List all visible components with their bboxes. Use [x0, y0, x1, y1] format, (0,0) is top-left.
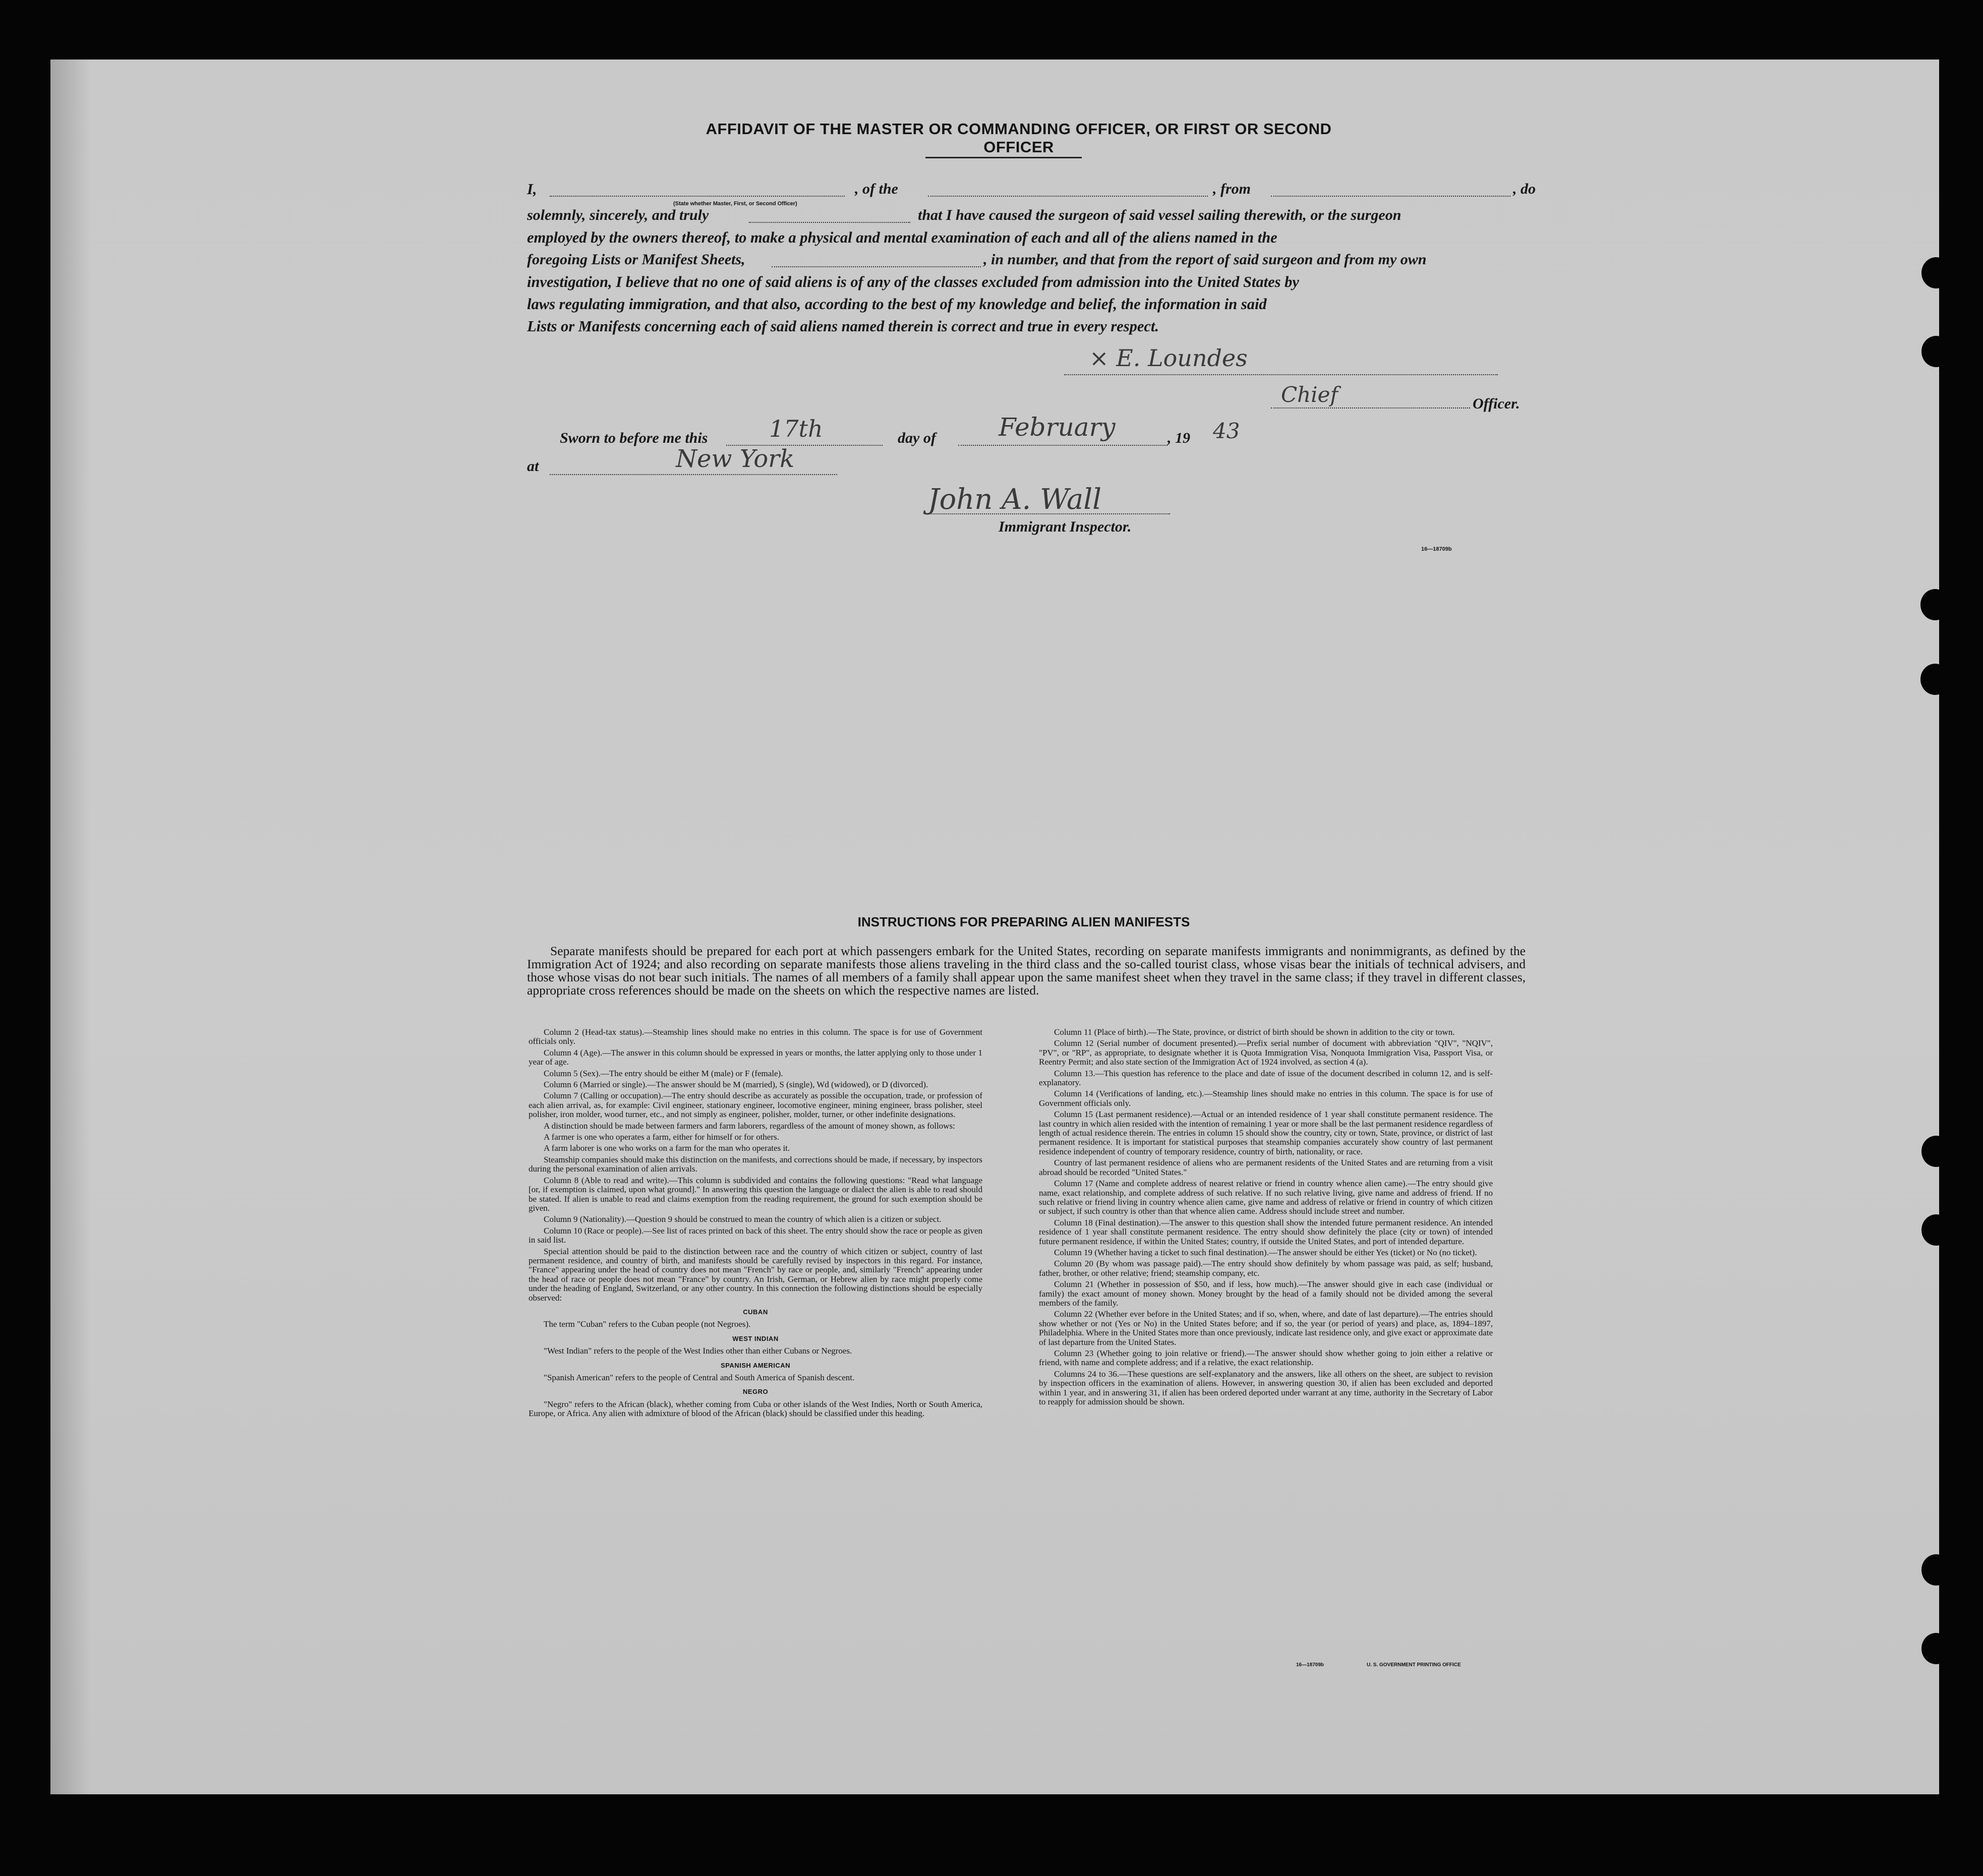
instruction-paragraph: Column 13.—This question has reference to the place and date of issue of the document described in column 12, and is self-explanatory. — [1039, 1068, 1493, 1088]
punch-hole — [1921, 1214, 1951, 1246]
instructions-title: INSTRUCTIONS FOR PREPARING ALIEN MANIFESTS — [857, 914, 1190, 929]
instruction-paragraph: Column 20 (By whom was passage paid).—The entry should show definitely by whom passage was paid, as self; husband, father, brother, or other relative; friend; steamship company, etc. — [1039, 1259, 1493, 1278]
instruction-paragraph: Steamship companies should make this distinction on the manifests, and corrections should be made, if necessary, by inspectors during the personal examination of alien arrivals. — [529, 1154, 982, 1174]
master-signature: × E. Loundes — [1089, 344, 1248, 372]
year-prefix: , 19 — [1168, 430, 1190, 446]
instruction-paragraph: A farmer is one who operates a farm, either for himself or for others. — [544, 1132, 779, 1142]
instruction-paragraph: Column 5 (Sex).—The entry should be either M (male) or F (female). — [544, 1068, 783, 1078]
affidavit-line-5: investigation, I believe that no one of said aliens is of any of the classes excluded from admission into the United States by — [527, 273, 1299, 290]
instructions-intro — [527, 945, 1526, 997]
officer-rank-field[interactable] — [550, 196, 845, 197]
punch-hole — [1921, 336, 1951, 367]
form-code: 16—18709b — [1421, 546, 1452, 552]
section-text: "Spanish American" refers to the people of Central and South America of Spanish descent. — [544, 1373, 855, 1382]
affidavit-line-6: laws regulating immigration, and that also, according to the best of my knowledge and belief, the information in said — [527, 296, 1267, 313]
instruction-paragraph: Column 12 (Serial number of document presented).—Prefix serial number of document with abbreviation "QIV", "NQIV", "PV", or "RP", as appropriate, to designate whether it is Quota Immigration Visa, Nonquota Immigration Visa, Passport Visa, or Reentry Permit; and also state section of the Immigration Act of 1924 involved, as section 4 (a). — [1039, 1038, 1493, 1067]
rank-line[interactable] — [1271, 407, 1470, 408]
section-text: The term "Cuban" refers to the Cuban people (not Negroes). — [544, 1319, 751, 1329]
sworn-day: 17th — [769, 415, 823, 442]
punch-hole — [1921, 1136, 1951, 1167]
affidavit-title: AFFIDAVIT OF THE MASTER OR COMMANDING OFFICER, OR FIRST OR SECOND OFFICER — [706, 120, 1332, 156]
year-suffix: 43 — [1213, 419, 1240, 443]
affidavit-line-2b: that I have caused the surgeon of said vessel sailing therewith, or the surgeon — [918, 207, 1402, 223]
footer-code: 16—18709b — [1296, 1662, 1324, 1668]
instruction-paragraph: Column 7 (Calling or occupation).—The entry should describe as accurately as possible the occupation, trade, or profession of each alien arrival, as, for example: Civil engineer, stationary engineer, locomotive engineer, mining engineer, brass polisher, steel polisher, iron molder, wood turner, etc., and not simply as engineer, polisher, molder, turner, or other indefinite designations. — [529, 1091, 982, 1120]
affidavit-line-3: employed by the owners thereof, to make a physical and mental examination of each and all of the aliens named in the — [527, 229, 1277, 246]
punch-hole — [1921, 1633, 1951, 1664]
intro-text: Separate manifests should be prepared for each port at which passengers embark for the United States, recording on separate manifests immigrants and nonimmigrants, as defined by the Immigration Act of 1924; and also recording on separate manifests those aliens traveling in the third class and the so-called tourist class, whose visas bear the initials of technical advisers, and those whose visas do not bear such initials. The names of all members of a family shall appear upon the same manifest sheet when they travel in the same class; if they travel in different classes, appropriate cross references should be made on the sheets on which the respective names are listed. — [527, 944, 1526, 998]
instruction-paragraph: Columns 24 to 36.—These questions are self-explanatory and the answers, like all others on the sheet, are subject to revision by inspection officers in the examination of aliens. However, in answering question 30, if alien has been excluded and deported within 1 year, and in answering 31, if alien has been ordered deported under warrant at any time, authority in the Secretary of Labor to reapply for admission should be shown. — [1039, 1369, 1493, 1407]
instruction-paragraph: Column 2 (Head-tax status).—Steamship lines should make no entries in this column. The space is for use of Government officials only. — [529, 1027, 982, 1046]
instructions-left-column — [529, 1028, 982, 1421]
sheet-count-field[interactable] — [772, 266, 981, 267]
label-do: , do — [1513, 181, 1536, 197]
label-of-the: , of the — [855, 181, 898, 197]
punch-hole — [1921, 257, 1951, 288]
instruction-paragraph: Country of last permanent residence of aliens who are permanent residents of the United States and are returning from a visit abroad should be recorded "United States." — [1039, 1158, 1493, 1177]
sworn-label: Sworn to before me this — [560, 430, 708, 446]
instructions-right-column — [1039, 1028, 1493, 1409]
day-of-label: day of — [898, 430, 936, 446]
instruction-paragraph: Column 6 (Married or single).—The answer should be M (married), S (single), Wd (widowed), or D (divorced). — [544, 1080, 928, 1090]
sworn-month: February — [999, 413, 1116, 442]
title-rule — [925, 157, 1082, 158]
inspector-signature: John A. Wall — [928, 483, 1102, 516]
instruction-paragraph: Column 14 (Verifications of landing, etc.).—Steamship lines should make no entries in this column. The space is for use of Government officials only. — [1039, 1089, 1493, 1108]
state-note: (State whether Master, First, or Second Officer) — [673, 201, 797, 207]
affidavit-line-4b: , in number, and that from the report of said surgeon and from my own — [983, 251, 1427, 268]
sworn-place: New York — [676, 445, 795, 473]
instruction-paragraph: A distinction should be made between farmers and farm laborers, regardless of the amount of money shown, as follows: — [544, 1121, 955, 1131]
section-heading: NEGRO — [742, 1388, 769, 1396]
punch-hole — [1920, 589, 1950, 620]
punch-hole — [1921, 1554, 1951, 1586]
affidavit-line-4a: foregoing Lists or Manifest Sheets, — [527, 251, 745, 268]
instruction-paragraph: Column 19 (Whether having a ticket to such final destination).—The answer should be either Yes (ticket) or No (no ticket). — [1054, 1247, 1477, 1257]
footer-office: U. S. GOVERNMENT PRINTING OFFICE — [1367, 1662, 1461, 1668]
section-text: "Negro" refers to the African (black), whether coming from Cuba or other islands of the West Indies, North or South America, Europe, or Africa. Any alien with admixture of blood of the African (black) should be classified under this heading. — [529, 1399, 982, 1419]
officer-label: Officer. — [1473, 395, 1520, 412]
place-field[interactable] — [550, 474, 837, 475]
rank-handwritten: Chief — [1281, 382, 1338, 407]
instruction-paragraph: A farm laborer is one who works on a farm for the man who operates it. — [544, 1143, 790, 1153]
manifest-sheet — [50, 60, 1939, 1794]
instruction-paragraph: Column 10 (Race or people).—See list of races printed on back of this sheet. The entry should show the race or people as given in said list. — [529, 1225, 982, 1245]
section-heading: SPANISH AMERICAN — [720, 1361, 790, 1369]
sworn-month-field[interactable] — [958, 445, 1168, 446]
instruction-paragraph: Column 21 (Whether in possession of $50, and if less, how much).—The answer should give in each case (individual or family) the exact amount of money shown. Money brought by the head of a family should not be divided among the several members of the family. — [1039, 1279, 1493, 1308]
signature-line[interactable] — [1064, 374, 1498, 375]
inspector-label: Immigrant Inspector. — [999, 518, 1132, 535]
instruction-paragraph: Special attention should be paid to the distinction between race and the country of which citizen or subject, country of last permanent residence, and country of birth, and manifests should be carefully revised by inspectors in this regard. For instance, "France" appearing under the head of country does not mean "French" by race or people, and, similarly "French" appearing under the head of race or people does not mean "France" by country. An Irish, German, or Hebrew alien by race might properly come under the heading of England, Switzerland, or any other country. In this connection the following distinctions should be especially observed: — [529, 1246, 982, 1303]
section-heading: CUBAN — [743, 1308, 768, 1316]
section-text: "West Indian" refers to the people of the West Indies other than either Cubans or Negroes. — [544, 1346, 852, 1356]
instruction-paragraph: Column 15 (Last permanent residence).—Actual or an intended residence of 1 year shall constitute permanent residence. The last country in which alien resided with the intention of remaining 1 year or more shall be the last permanent residence regardless of length of actual residence therein. The entries in column 15 should show the country, city or town, State, province, or district of last permanent residence. It is important for statistical purposes that steamship companies accurately show country of last permanent residence independent of country of temporary residence, country of birth, nationality, or race. — [1039, 1109, 1493, 1156]
punch-hole — [1920, 664, 1950, 695]
vessel-name-field[interactable] — [928, 196, 1208, 197]
instruction-paragraph: Column 17 (Name and complete address of nearest relative or friend in country whence alien came).—The entry should give name, exact relationship, and complete address of such relative. If no such relative living, give name and address of friend. If no such relative or friend living in country whence alien came, give name and address of relative or friend in country of which citizen or subject, if such country is other than that whence alien came. Address should include street and number. — [1039, 1179, 1493, 1216]
instruction-paragraph: Column 11 (Place of birth).—The State, province, or district of birth should be shown in addition to the city or town. — [1054, 1027, 1455, 1037]
instruction-paragraph: Column 22 (Whether ever before in the United States; and if so, when, where, and date of last departure).—The entries should show whether or not (Yes or No) in the United States before; and if so, the year (or period of years) and place, as, 1894–1897, Philadelphia. Where in the United States more than once previously, indicate last residence only, and give exact or approximate date of last departure from the United States. — [1039, 1309, 1493, 1347]
affidavit-line-2a: solemnly, sincerely, and truly — [527, 207, 709, 223]
section-heading: WEST INDIAN — [732, 1334, 779, 1342]
affidavit-line-7: Lists or Manifests concerning each of said aliens named therein is correct and true in every respect. — [527, 318, 1159, 335]
sworn-officer-field[interactable] — [749, 222, 910, 223]
label-from: , from — [1213, 181, 1251, 197]
instruction-paragraph: Column 23 (Whether going to join relative or friend).—The answer should show whether going to join either a relative or friend, with name and complete address; and if a relative, the exact relationship. — [1039, 1349, 1493, 1368]
instruction-paragraph: Column 8 (Able to read and write).—This column is subdivided and contains the following questions: "Read what language [or, if exemption is claimed, upon what ground]." In answering this question the language or dialect the alien is able to read should be stated. If alien is unable to read and claims exemption from the reading requirement, the ground for such exemption should be given. — [529, 1175, 982, 1213]
instruction-paragraph: Column 4 (Age).—The answer in this column should be expressed in years or months, the latter applying only to those under 1 year of age. — [529, 1047, 982, 1067]
instruction-paragraph: Column 18 (Final destination).—The answer to this question shall show the intended future permanent residence. An intended residence of 1 year shall constitute permanent residence. The entry should show definitely the place (city or town) of intended future permanent residence, if within the United States; country, if outside the United States, and port of intended departure. — [1039, 1217, 1493, 1246]
inspector-signature-line[interactable] — [928, 513, 1170, 514]
at-label: at — [527, 458, 539, 475]
port-from-field[interactable] — [1271, 196, 1510, 197]
instruction-paragraph: Column 9 (Nationality).—Question 9 should be construed to mean the country of which alien is a citizen or subject. — [544, 1214, 942, 1224]
label-i: I, — [527, 181, 537, 198]
